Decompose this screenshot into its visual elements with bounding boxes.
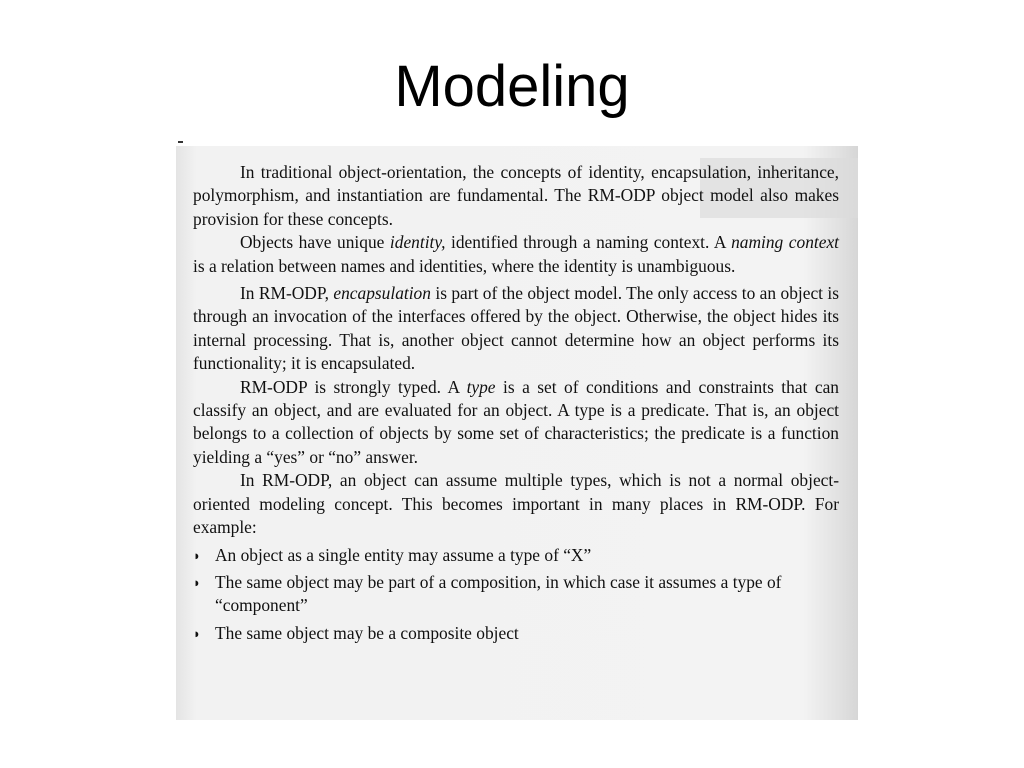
bullet-item [193,571,839,618]
page-body [193,161,839,649]
italic-term: encapsulation [333,283,431,304]
scanned-page-image [176,146,858,720]
text-run: is part of the object model. The only access to an object is through an invocation of the interfaces offered by the object. Otherwise, the object hides its internal processing. That is, another object cannot determine how an object performs its functionality; it is encapsulated. [193,283,840,374]
bullet-icon: ◗ [193,547,201,563]
bullet-list [193,544,839,646]
text-run: In RM-ODP, an object can assume multiple types, which is not a normal object-oriented modeling concept. This becomes important in many places in RM-ODP. For example: [193,470,839,538]
bullet-icon: ◗ [193,574,201,590]
text-run: is a set of conditions and constraints that can classify an object, and are evaluated for an object. A type is a predicate. That is, an object belongs to a collection of objects by some set of characteristics; the predicate is a function yielding a “yes” or “no” answer. [193,376,839,467]
body-paragraph [193,161,839,231]
scan-mark [178,141,183,143]
text-run: is a relation between names and identities, where the identity is unambiguous. [193,255,736,276]
body-paragraph [193,282,839,376]
text-run: In RM-ODP, [240,283,334,304]
bullet-item [193,544,839,567]
bullet-text: An object as a single entity may assume a type of “X” [215,544,592,565]
text-run: identified through a naming context. A [445,232,732,253]
text-run: In traditional object-orientation, the concepts of identity, encapsulation, inheritance, polymorphism, and instantiation are fundamental. The RM-ODP object model also makes provision for these concepts. [193,162,839,229]
bullet-text: The same object may be part of a composition, in which case it assumes a type of “component” [215,571,782,616]
body-paragraph [193,376,839,470]
bullet-text: The same object may be a composite object [215,622,519,643]
paragraph-list [193,161,839,540]
text-run: RM-ODP is strongly typed. A [240,376,467,397]
text-run: Objects have unique [240,232,390,253]
body-paragraph [193,469,839,539]
italic-term: type [466,376,496,397]
body-paragraph [193,231,839,278]
bullet-item [193,622,839,645]
slide-title: Modeling [394,54,630,119]
bullet-icon: ◗ [193,625,201,641]
italic-term: naming context [731,232,840,253]
italic-term: identity, [389,232,446,253]
